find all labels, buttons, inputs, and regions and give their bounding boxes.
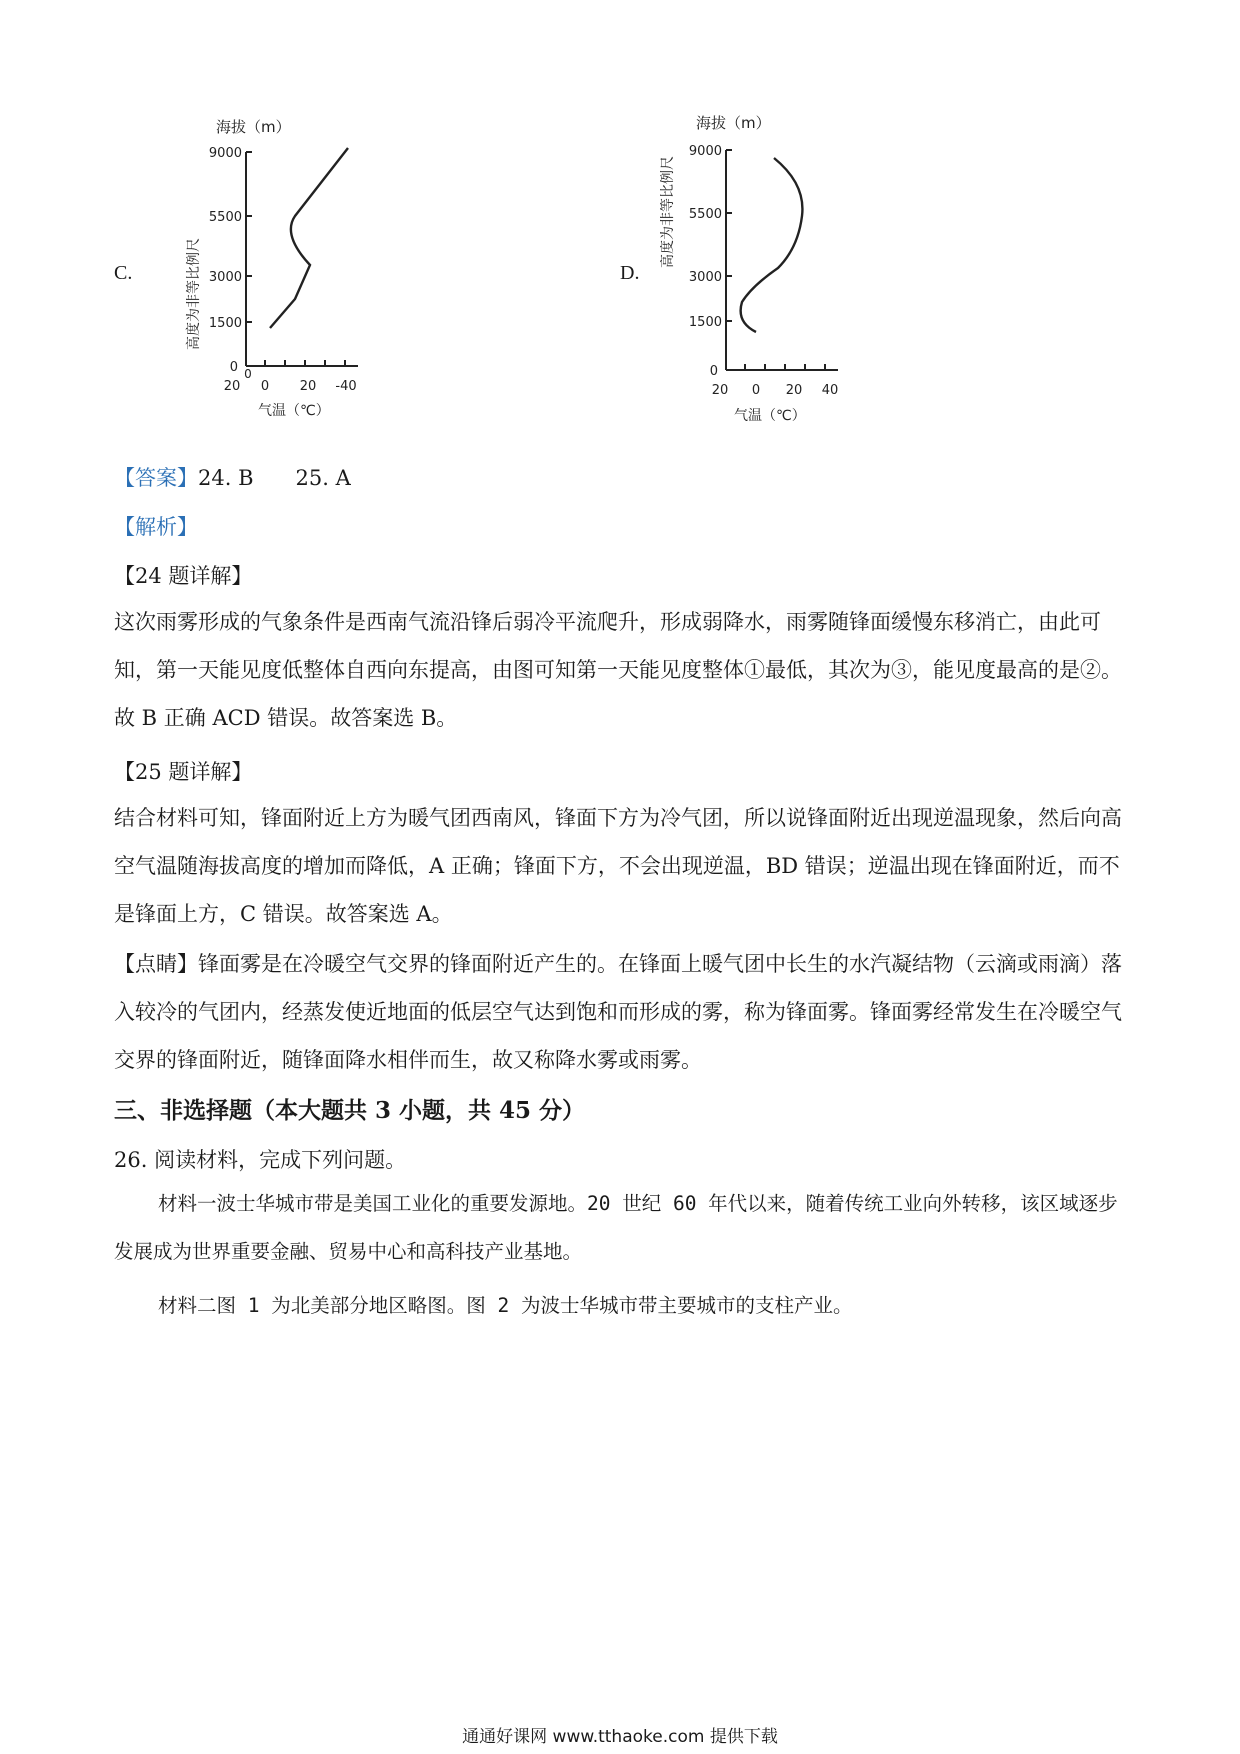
chart-c-ytick: 3000: [208, 270, 242, 285]
q24-title: 【24 题详解】: [114, 564, 253, 588]
chart-d-ytick: 3000: [688, 270, 722, 285]
chart-c: [170, 110, 390, 430]
chart-c-ytick: 5500: [208, 210, 242, 225]
answer-line: [114, 462, 351, 492]
q25-title: 【25 题详解】: [114, 760, 253, 784]
analysis-tag: 【解析】: [114, 515, 198, 539]
chart-d-ytick: 5500: [688, 207, 722, 222]
option-c-label: C.: [114, 262, 133, 284]
section3-heading: 三、非选择题（本大题共 3 小题，共 45 分）: [114, 1097, 586, 1124]
chart-c-title: 海拔（m）: [216, 118, 291, 136]
q24-text: 这次雨雾形成的气象条件是西南气流沿锋后弱冷平流爬升，形成弱降水，雨雾随锋面缓慢东移消亡，由此可知，第一天能见度低整体自西向东提高，由图可知第一天能见度整体①最低，其次为③，能见度最高的是②。故 B 正确 ACD 错误。故答案选 B。: [114, 610, 1122, 730]
answer-text: 24. B 25. A: [198, 466, 351, 490]
material-1: 材料一波士华城市带是美国工业化的重要发源地。20 世纪 60 年代以来，随着传统工业向外转移，该区域逐步发展成为世界重要金融、贸易中心和高科技产业基地。: [114, 1192, 1118, 1263]
chart-c-xtick-label: -40: [335, 379, 357, 394]
chart-c-ytick: 9000: [208, 146, 242, 161]
chart-d-xtick-label: 40: [821, 383, 839, 398]
chart-d-xtick-label: 0: [751, 383, 761, 398]
tip-block: [114, 940, 1126, 1084]
chart-d-xlabel: 气温（℃）: [734, 408, 806, 424]
chart-c-curve: [270, 148, 348, 328]
chart-c-xlabel: 气温（℃）: [258, 403, 330, 419]
material-2: 材料二图 1 为北美部分地区略图。图 2 为波士华城市带主要城市的支柱产业。: [158, 1294, 853, 1317]
chart-d-title: 海拔（m）: [696, 114, 771, 132]
chart-d-ytick: 0: [709, 364, 718, 379]
chart-c-xtick-label: 20: [299, 379, 317, 394]
chart-c-ytick: 0: [229, 360, 238, 375]
chart-c-ytick: 1500: [208, 316, 242, 331]
chart-d-ylabel: 高度为非等比例尺: [660, 156, 676, 268]
answer-tag: 【答案】: [114, 466, 198, 490]
chart-d-ytick: 9000: [688, 144, 722, 159]
chart-d-curve: [741, 158, 803, 332]
chart-d-xtick-label: 20: [711, 383, 729, 398]
chart-c-ylabel: 高度为非等比例尺: [186, 238, 202, 350]
chart-c-origin: 0: [244, 367, 252, 381]
chart-d-xtick-label: 20: [785, 383, 803, 398]
tip-text: 锋面雾是在冷暖空气交界的锋面附近产生的。在锋面上暖气团中长生的水汽凝结物（云滴或雨滴）落入较冷的气团内，经蒸发使近地面的低层空气达到饱和而形成的雾，称为锋面雾。锋面雾经常发生在冷暖空气交界的锋面附近，随锋面降水相伴而生，故又称降水雾或雨雾。: [114, 952, 1122, 1072]
tip-tag: 【点睛】: [114, 952, 198, 976]
footer: 通通好课网 www.tthaoke.com 提供下载: [462, 1727, 778, 1747]
q26-intro: 26. 阅读材料，完成下列问题。: [114, 1148, 407, 1172]
q25-text: 结合材料可知，锋面附近上方为暖气团西南风，锋面下方为冷气团，所以说锋面附近出现逆温现象，然后向高空气温随海拔高度的增加而降低，A 正确；锋面下方，不会出现逆温，BD 错误；逆温出现在锋面附近，而不是锋面上方，C 错误。故答案选 A。: [114, 806, 1122, 926]
chart-c-xtick-label: 0: [260, 379, 270, 394]
chart-c-xtick-label: 20: [223, 379, 241, 394]
option-d-label: D.: [620, 262, 640, 284]
chart-d: [660, 106, 880, 436]
chart-d-ytick: 1500: [688, 315, 722, 330]
